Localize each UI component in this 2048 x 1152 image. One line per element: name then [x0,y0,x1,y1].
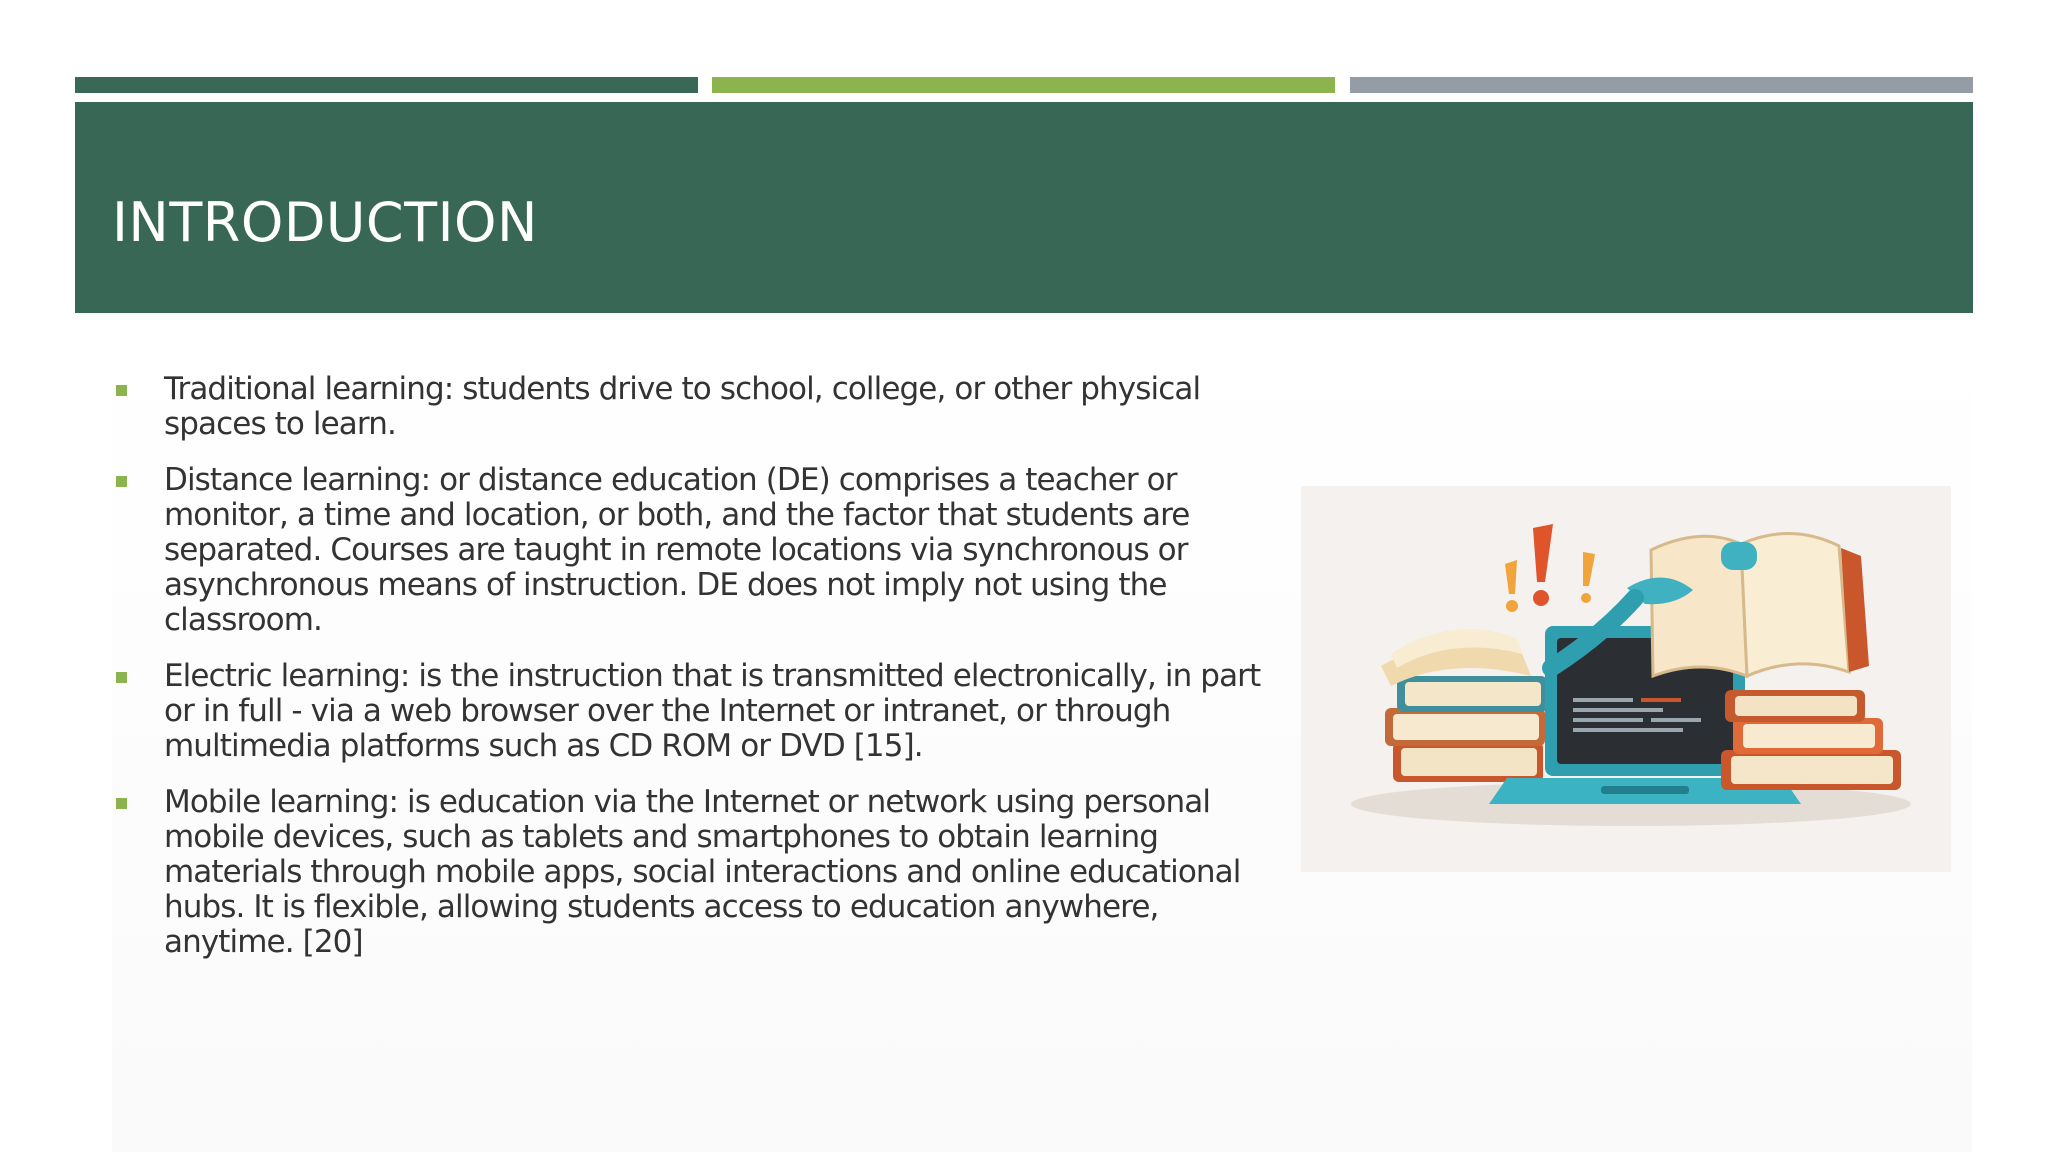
bullet-square-icon [116,798,127,809]
bullet-square-icon [116,385,127,396]
bullet-square-icon [116,476,127,487]
bullet-item [112,463,1272,638]
exclamation-icons [1505,524,1595,612]
right-book-stack [1721,690,1901,790]
bullet-text: Mobile learning: is education via the Internet or network using personal mobile devices, such as tablets and smartphones to obtain learning materials through mobile apps, social interactions and online educational hubs. It is flexible, allowing students access to education anywhere, anytime. [20] [164,784,1241,960]
bullet-item [112,372,1272,442]
books-and-laptop-illustration [1301,486,1951,872]
bullet-text: Electric learning: is the instruction that is transmitted electronically, in part or in full - via a web browser over the Internet or intranet, or through multimedia platforms such as CD ROM or DVD [15]. [164,658,1261,764]
slide-title: INTRODUCTION [112,191,538,254]
accent-bar-light-green [712,77,1335,93]
bullet-item [112,785,1272,960]
bullet-text: Traditional learning: students drive to school, college, or other physical spaces to learn. [164,371,1201,442]
accent-bar-gray [1350,77,1973,93]
bullet-list [112,372,1272,981]
bullet-item [112,659,1272,764]
bullet-square-icon [116,672,127,683]
bullet-text: Distance learning: or distance education (DE) comprises a teacher or monitor, a time and location, or both, and the factor that students are separated. Courses are taught in remote locations via synchronous or asynchronous means of instruction. DE does not imply not using the classroom. [164,462,1190,638]
title-band [75,102,1973,313]
left-book-stack [1381,629,1547,782]
accent-bar-dark-green [75,77,698,93]
